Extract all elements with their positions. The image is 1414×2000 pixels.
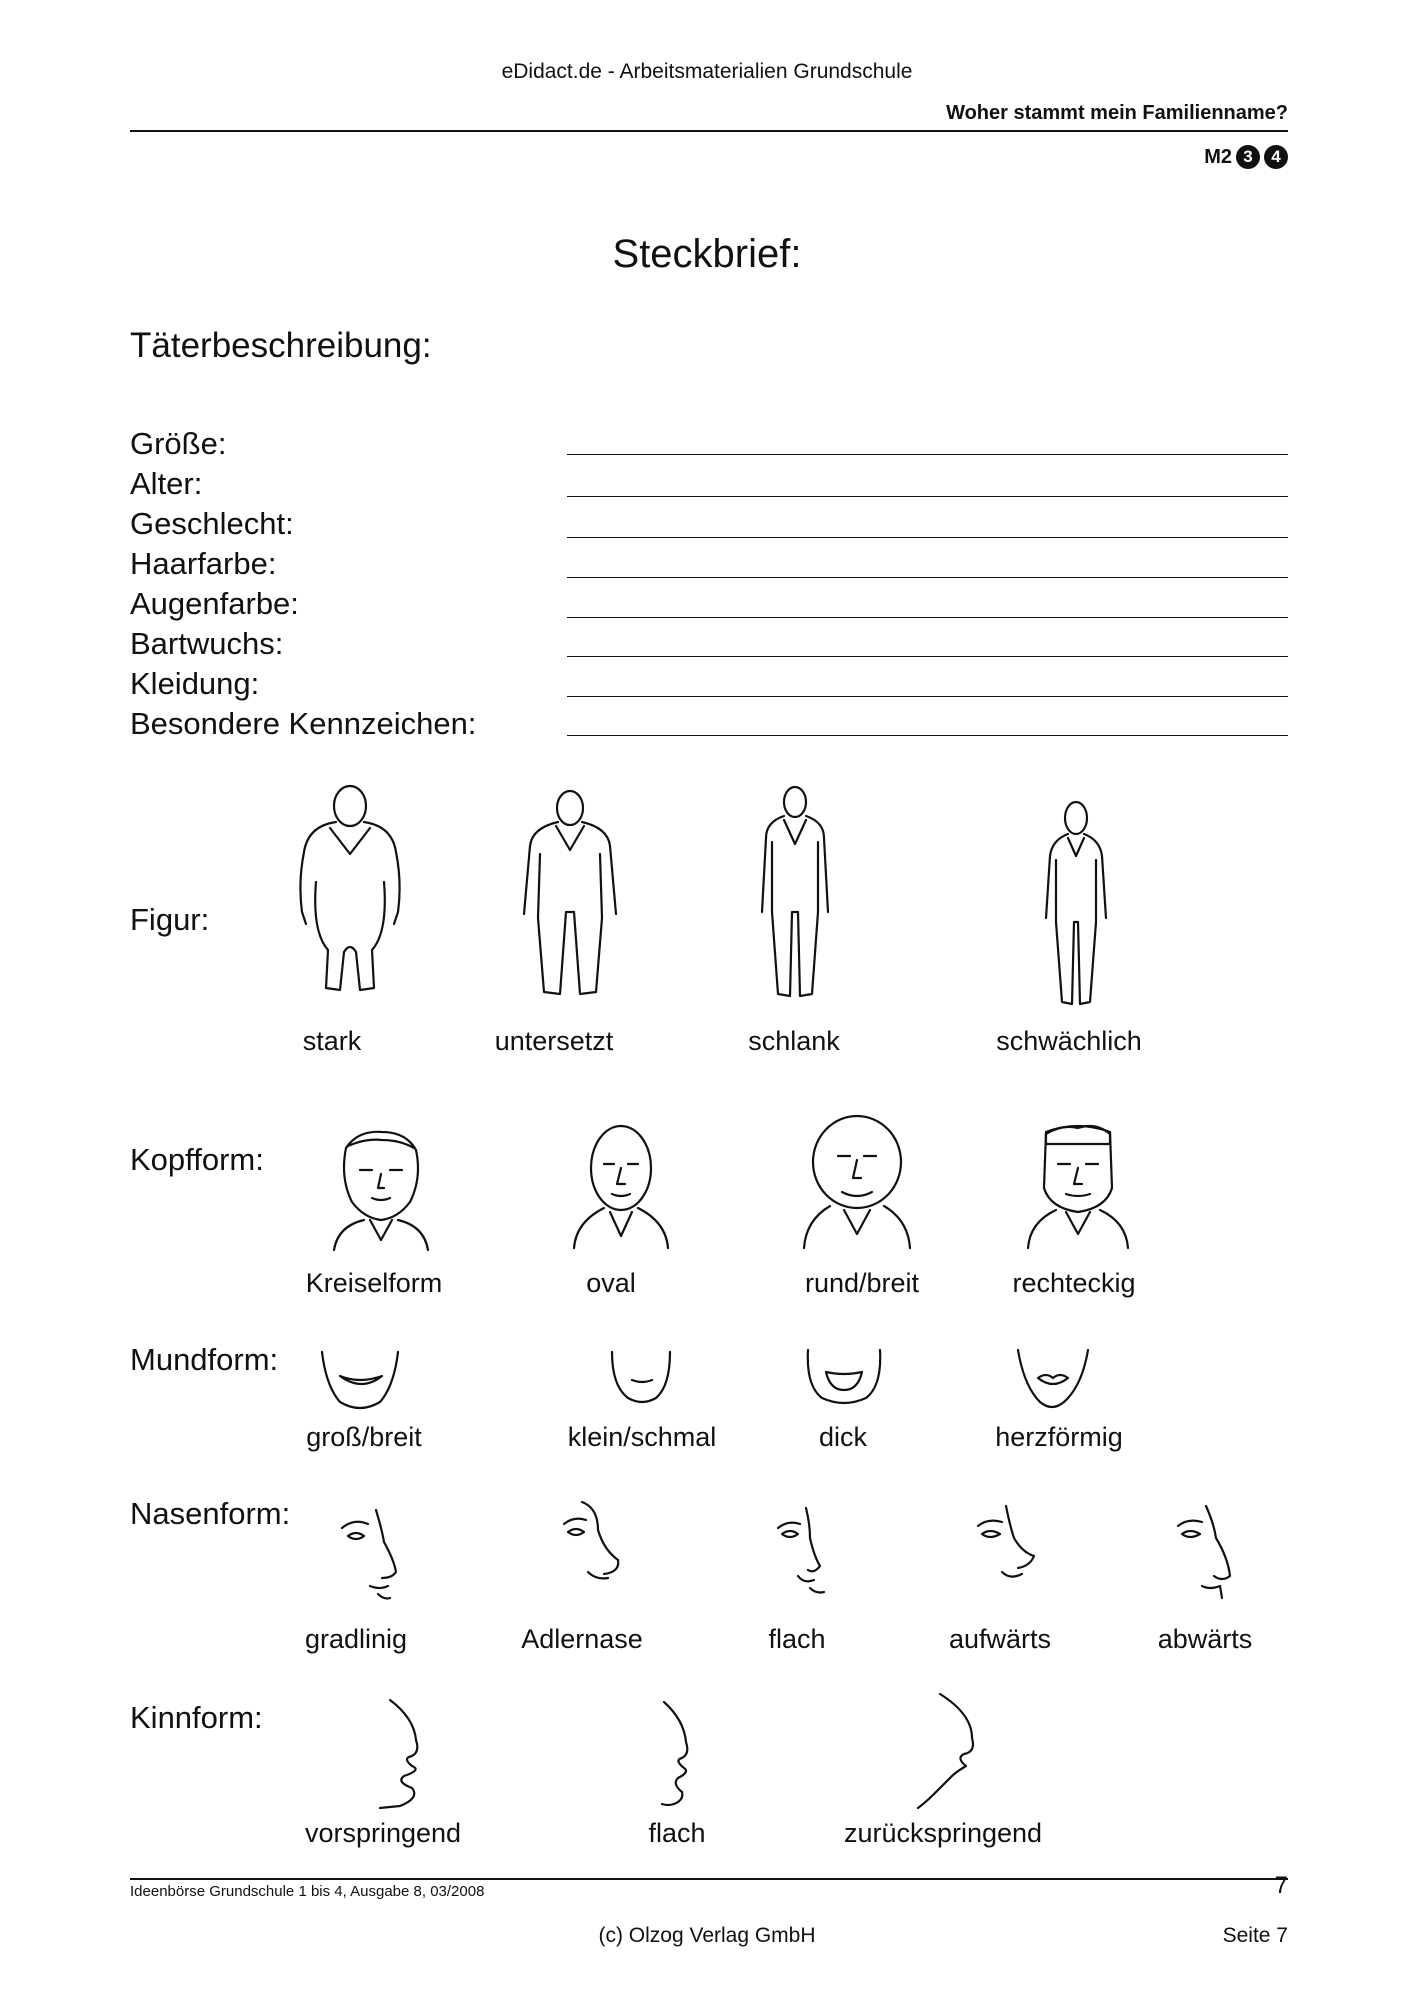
material-code-label: M2	[1204, 145, 1232, 168]
option-figur-schlank[interactable]: schlank	[748, 1026, 840, 1056]
page-title: Steckbrief:	[612, 232, 802, 276]
footer-divider	[130, 1878, 1288, 1880]
figure-strong-icon	[290, 782, 410, 1002]
figure-weak-icon	[1026, 798, 1126, 1012]
footer-publisher: (c) Olzog Verlag GmbH	[598, 1924, 816, 1947]
option-kopfform-oval[interactable]: oval	[586, 1268, 636, 1298]
option-nasenform-aufwaerts[interactable]: aufwärts	[948, 1624, 1052, 1654]
chin-protruding-icon	[376, 1696, 442, 1812]
field-label-augenfarbe: Augenfarbe:	[130, 586, 299, 621]
field-label-alter: Alter:	[130, 466, 203, 501]
mouth-wide-icon	[318, 1346, 404, 1414]
document-title: Woher stammt mein Familienname?	[946, 102, 1288, 124]
figure-stocky-icon	[510, 784, 630, 1004]
option-nasenform-flach[interactable]: flach	[768, 1624, 826, 1654]
section-label-kinnform: Kinnform:	[130, 1700, 263, 1735]
nose-straight-icon	[338, 1506, 410, 1602]
field-label-geschlecht: Geschlecht:	[130, 506, 294, 541]
head-spinning-top-icon	[326, 1128, 436, 1252]
site-header: eDidact.de - Arbeitsmaterialien Grundschule	[501, 60, 913, 83]
field-line-groesse[interactable]	[567, 454, 1288, 455]
nose-flat-icon	[774, 1504, 838, 1600]
section-label-mundform: Mundform:	[130, 1342, 279, 1377]
option-mundform-herzfoermig[interactable]: herzförmig	[995, 1422, 1123, 1452]
footer-page-label: Seite 7	[1222, 1924, 1288, 1947]
field-label-kennzeichen: Besondere Kennzeichen:	[130, 706, 477, 741]
mouth-heart-icon	[1012, 1346, 1094, 1416]
header-divider	[130, 130, 1288, 132]
chin-flat-icon	[654, 1698, 710, 1810]
field-label-groesse: Größe:	[130, 426, 227, 461]
field-label-bartwuchs: Bartwuchs:	[130, 626, 284, 661]
chin-receding-icon	[912, 1690, 992, 1814]
option-kinnform-zurueckspringend[interactable]: zurückspringend	[843, 1818, 1043, 1848]
option-mundform-gross-breit[interactable]: groß/breit	[306, 1422, 422, 1452]
head-round-icon	[796, 1112, 918, 1252]
option-mundform-klein-schmal[interactable]: klein/schmal	[567, 1422, 717, 1452]
option-figur-schwaechlich[interactable]: schwächlich	[996, 1026, 1142, 1056]
level-badge-3: 3	[1236, 145, 1260, 169]
option-kinnform-flach[interactable]: flach	[648, 1818, 706, 1848]
option-kinnform-vorspringend[interactable]: vorspringend	[304, 1818, 462, 1848]
nose-upturned-icon	[972, 1502, 1048, 1600]
section-label-kopfform: Kopfform:	[130, 1142, 264, 1177]
option-nasenform-gradlinig[interactable]: gradlinig	[304, 1624, 408, 1654]
field-line-kennzeichen[interactable]	[567, 735, 1288, 736]
option-figur-untersetzt[interactable]: untersetzt	[494, 1026, 614, 1056]
option-nasenform-adlernase[interactable]: Adlernase	[521, 1624, 643, 1654]
section-label-figur: Figur:	[130, 902, 210, 937]
nose-downturned-icon	[1174, 1502, 1244, 1602]
option-figur-stark[interactable]: stark	[302, 1026, 362, 1056]
option-mundform-dick[interactable]: dick	[818, 1422, 867, 1452]
head-oval-icon	[566, 1122, 676, 1252]
level-badge-4: 4	[1264, 145, 1288, 169]
option-kopfform-kreiselform[interactable]: Kreiselform	[305, 1268, 443, 1298]
field-line-haarfarbe[interactable]	[567, 577, 1288, 578]
option-kopfform-rund-breit[interactable]: rund/breit	[804, 1268, 920, 1298]
field-label-kleidung: Kleidung:	[130, 666, 260, 701]
page-subtitle: Täterbeschreibung:	[130, 326, 432, 365]
field-line-geschlecht[interactable]	[567, 537, 1288, 538]
field-label-haarfarbe: Haarfarbe:	[130, 546, 277, 581]
field-line-augenfarbe[interactable]	[567, 617, 1288, 618]
footer-page-number: 7	[1274, 1872, 1288, 1899]
field-line-kleidung[interactable]	[567, 696, 1288, 697]
option-kopfform-rechteckig[interactable]: rechteckig	[1012, 1268, 1136, 1298]
field-line-bartwuchs[interactable]	[567, 656, 1288, 657]
mouth-small-icon	[606, 1346, 676, 1410]
head-rectangular-icon	[1020, 1118, 1136, 1252]
option-nasenform-abwaerts[interactable]: abwärts	[1157, 1624, 1253, 1654]
field-line-alter[interactable]	[567, 496, 1288, 497]
mouth-thick-icon	[802, 1346, 886, 1408]
material-code	[1204, 145, 1288, 169]
section-label-nasenform: Nasenform:	[130, 1496, 291, 1531]
nose-aquiline-icon	[558, 1500, 630, 1600]
figure-slim-icon	[740, 782, 850, 1006]
footer-publication: Ideenbörse Grundschule 1 bis 4, Ausgabe 8, 03/2008	[130, 1883, 485, 1900]
